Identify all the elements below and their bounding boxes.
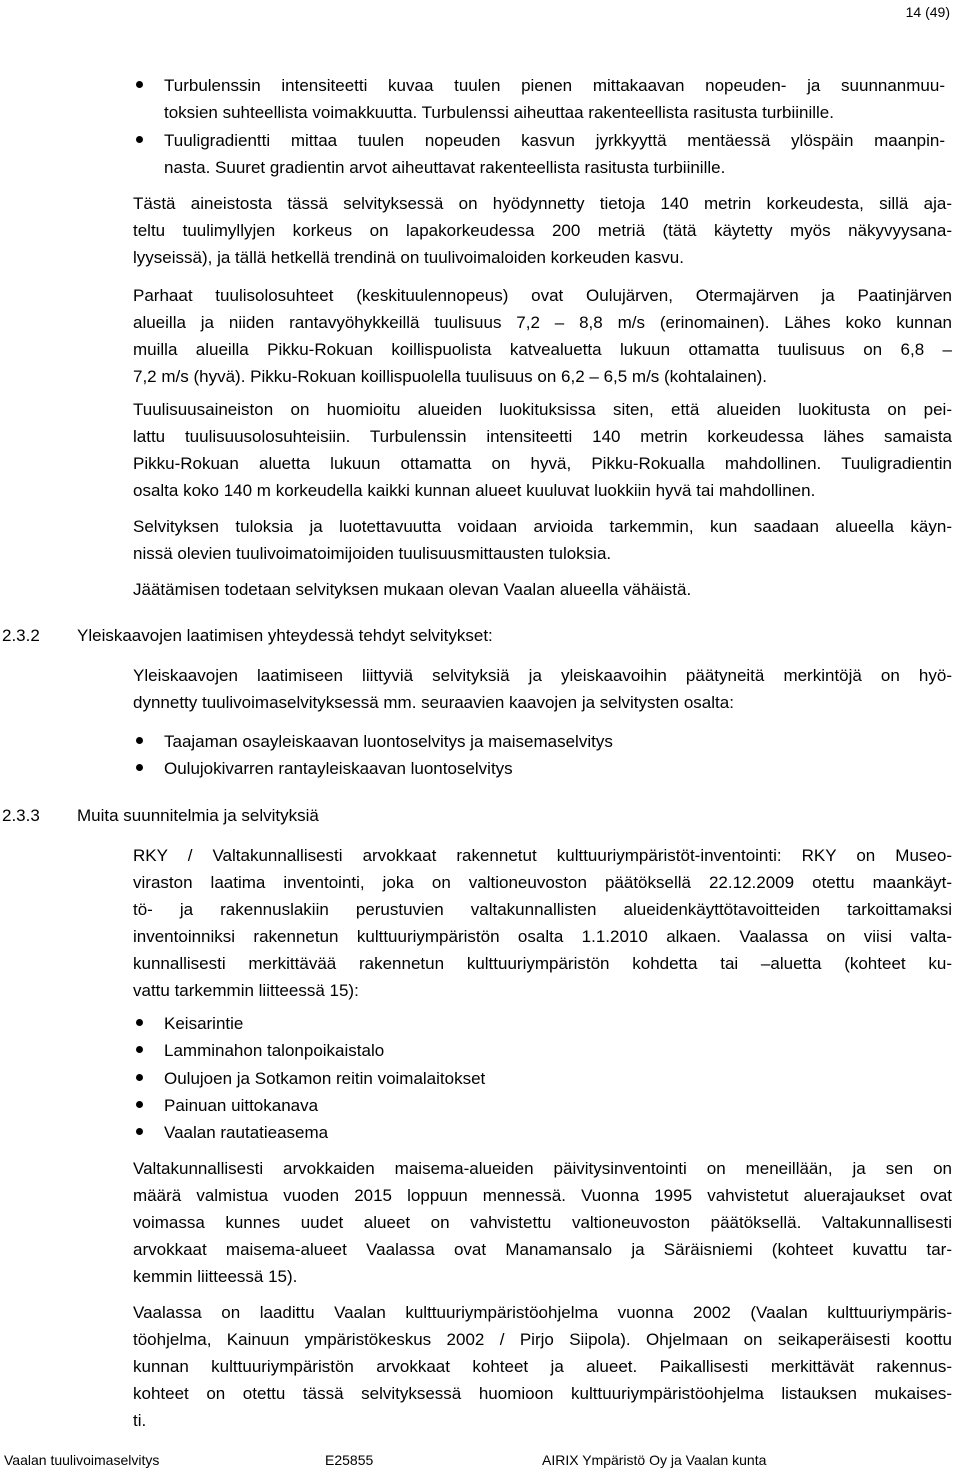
text-line: osalta koko 140 m korkeudella kaikki kunnan alueet kuuluvat luokkiin hyvä tai mahdollinen. [133, 481, 816, 500]
bullet-text: Oulujoen ja Sotkamon reitin voimalaitokset [164, 1069, 486, 1088]
bullet-icon [136, 1128, 143, 1135]
text-line: kohteet on otettu tässä selvityksessä huomioon kulttuuriympäristöohjelma listauksen mukaises- [133, 1384, 952, 1403]
section-heading-2-3-3 [2, 803, 702, 829]
text-line: vattu tarkemmin liitteessä 15): [133, 981, 359, 1000]
text-line: arvokkaat maisema-alueet Vaalassa ovat Manamansalo ja Säräisniemi (kohteet kuvattu tar- [133, 1240, 952, 1259]
text-line: lyyseissä), ja tällä hetkellä trendinä on tuulivoimaloiden korkeuden kasvu. [133, 248, 684, 267]
text-line: Pikku-Rokuan aluetta lukuun ottamatta on hyvä, Pikku-Rokualla mahdollinen. Tuuligradientin [133, 454, 952, 473]
bullet-icon [136, 1101, 143, 1108]
section-number: 2.3.3 [2, 806, 40, 825]
bullet-icon [136, 1074, 143, 1081]
section-title: Muita suunnitelmia ja selvityksiä [77, 806, 319, 825]
text-line: tö- ja rakennuslakiin perustuvien valtakunnallisten alueidenkäyttötavoitteiden tarkoittamaksi [133, 900, 952, 919]
text-line: Yleiskaavojen laatimiseen liittyviä selvityksiä ja yleiskaavoihin päätyneitä merkintöjä on hyö- [133, 666, 952, 685]
text-line: RKY / Valtakunnallisesti arvokkaat rakennetut kulttuuriympäristöt-inventointi: RKY on Museo- [133, 846, 952, 865]
bullet-icon [136, 1019, 143, 1026]
footer-left: Vaalan tuulivoimaselvitys [4, 1452, 160, 1468]
text-line: inventoinniksi rakennetun kulttuuriympäristön osalta 1.1.2010 alkaen. Vaalassa on viisi valta- [133, 927, 952, 946]
text-line: kunnallisesti merkittävää rakennetun kulttuuriympäristön kohdetta tai –aluetta (kohteet ku- [133, 954, 952, 973]
text-line: Jäätämisen todetaan selvityksen mukaan olevan Vaalan alueella vähäistä. [133, 580, 692, 599]
bullet-text: Lamminahon talonpoikaistalo [164, 1041, 385, 1060]
bullet-icon [136, 81, 143, 88]
bullet-icon [136, 136, 143, 143]
text-line: kemmin liitteessä 15). [133, 1267, 298, 1286]
text-line: määrä valmistua vuoden 2015 loppuun mennessä. Vuonna 1995 vahvistetut aluerajaukset ovat [133, 1186, 952, 1205]
section-number: 2.3.2 [2, 626, 40, 645]
bullet-text: Oulujokivarren rantayleiskaavan luontoselvitys [164, 759, 513, 778]
text-line: teltu tuulimyllyjen korkeus on lapakorkeudessa 200 metriä (tätä käytetty myös näkyvyysana- [133, 221, 952, 240]
footer-center: E25855 [325, 1452, 374, 1468]
text-line: Vaalassa on laadittu Vaalan kulttuuriympäristöohjelma vuonna 2002 (Vaalan kulttuuriympäris- [133, 1303, 952, 1322]
bullet-icon [136, 1046, 143, 1053]
bullet-text: Keisarintie [164, 1014, 244, 1033]
bullet-text: Vaalan rautatieasema [164, 1123, 329, 1142]
text-line: Tästä aineistosta tässä selvityksessä on hyödynnetty tietoja 140 metrin korkeudesta, sillä aja- [133, 194, 952, 213]
text-line: nissä olevien tuulivoimatoimijoiden tuulisuusmittausten tuloksia. [133, 544, 612, 563]
bullet-text: Taajaman osayleiskaavan luontoselvitys ja maisemaselvitys [164, 732, 613, 751]
text-line: töohjelma, Kainuun ympäristökeskus 2002 / Pirjo Siipola). Ohjelmaan on seikaperäisesti koottu [133, 1330, 952, 1349]
text-line: lattu tuulisuusolosuhteisiin. Turbulenssin intensiteetti 140 metrin korkeudessa lähes samaista [133, 427, 952, 446]
bullet-icon [136, 764, 143, 771]
text-line: alueilla ja niiden rantavyöhykkeillä tuulisuus 7,2 – 8,8 m/s (erinomainen). Lähes koko kunnan [133, 313, 952, 332]
text-line: 7,2 m/s (hyvä). Pikku-Rokuan koillispuolella tuulisuus on 6,2 – 6,5 m/s (kohtalainen). [133, 367, 768, 386]
bullet-text-line: Tuuligradientti mittaa tuulen nopeuden kasvun jyrkkyyttä mentäessä ylöspäin maanpin- [164, 131, 945, 150]
text-line: Parhaat tuulisolosuhteet (keskituulennopeus) ovat Oulujärven, Otermajärven ja Paatinjärven [133, 286, 952, 305]
text-line: Tuulisuusaineiston on huomioitu alueiden luokituksissa siten, että alueiden luokitusta on pei- [133, 400, 952, 419]
bullet-text: Painuan uittokanava [164, 1096, 319, 1115]
text-line: dynnetty tuulivoimaselvityksessä mm. seuraavien kaavojen ja selvitysten osalta: [133, 693, 734, 712]
bullet-text-line: nasta. Suuret gradientin arvot aiheuttavat rakenteellista rasitusta turbiinille. [164, 158, 726, 177]
footer-right: AIRIX Ympäristö Oy ja Vaalan kunta [542, 1452, 767, 1468]
text-line: voimassa kunnes uudet alueet on vahvistettu valtioneuvoston päätöksellä. Valtakunnallisesti [133, 1213, 952, 1232]
text-line: viraston laatima inventointi, joka on valtioneuvoston päätöksellä 22.12.2009 otettu maankäyt- [133, 873, 952, 892]
bullet-text-line: toksien suhteellista voimakkuutta. Turbulenssi aiheuttaa rakenteellista rasitusta turbiinille. [164, 103, 834, 122]
text-line: muilla alueilla Pikku-Rokuan koillispuolista katvealuetta lukuun ottamatta tuulisuus on 6,8 – [133, 340, 952, 359]
section-title: Yleiskaavojen laatimisen yhteydessä tehdyt selvitykset: [77, 626, 493, 645]
text-line: Selvityksen tuloksia ja luotettavuutta voidaan arvioida tarkemmin, kun saadaan alueella käyn- [133, 517, 952, 536]
text-line: ti. [133, 1411, 147, 1430]
text-line: kunnan kulttuuriympäristön arvokkaat kohteet ja alueet. Paikallisesti merkittävät rakennus- [133, 1357, 952, 1376]
text-line: Valtakunnallisesti arvokkaiden maisema-alueiden päivitysinventointi on meneillään, ja sen on [133, 1159, 952, 1178]
bullet-text-line: Turbulenssin intensiteetti kuvaa tuulen pienen mittakaavan nopeuden- ja suunnanmuu- [164, 76, 945, 95]
bullet-icon [136, 737, 143, 744]
section-heading-2-3-2 [2, 623, 702, 649]
page-number: 14 (49) [905, 4, 950, 20]
